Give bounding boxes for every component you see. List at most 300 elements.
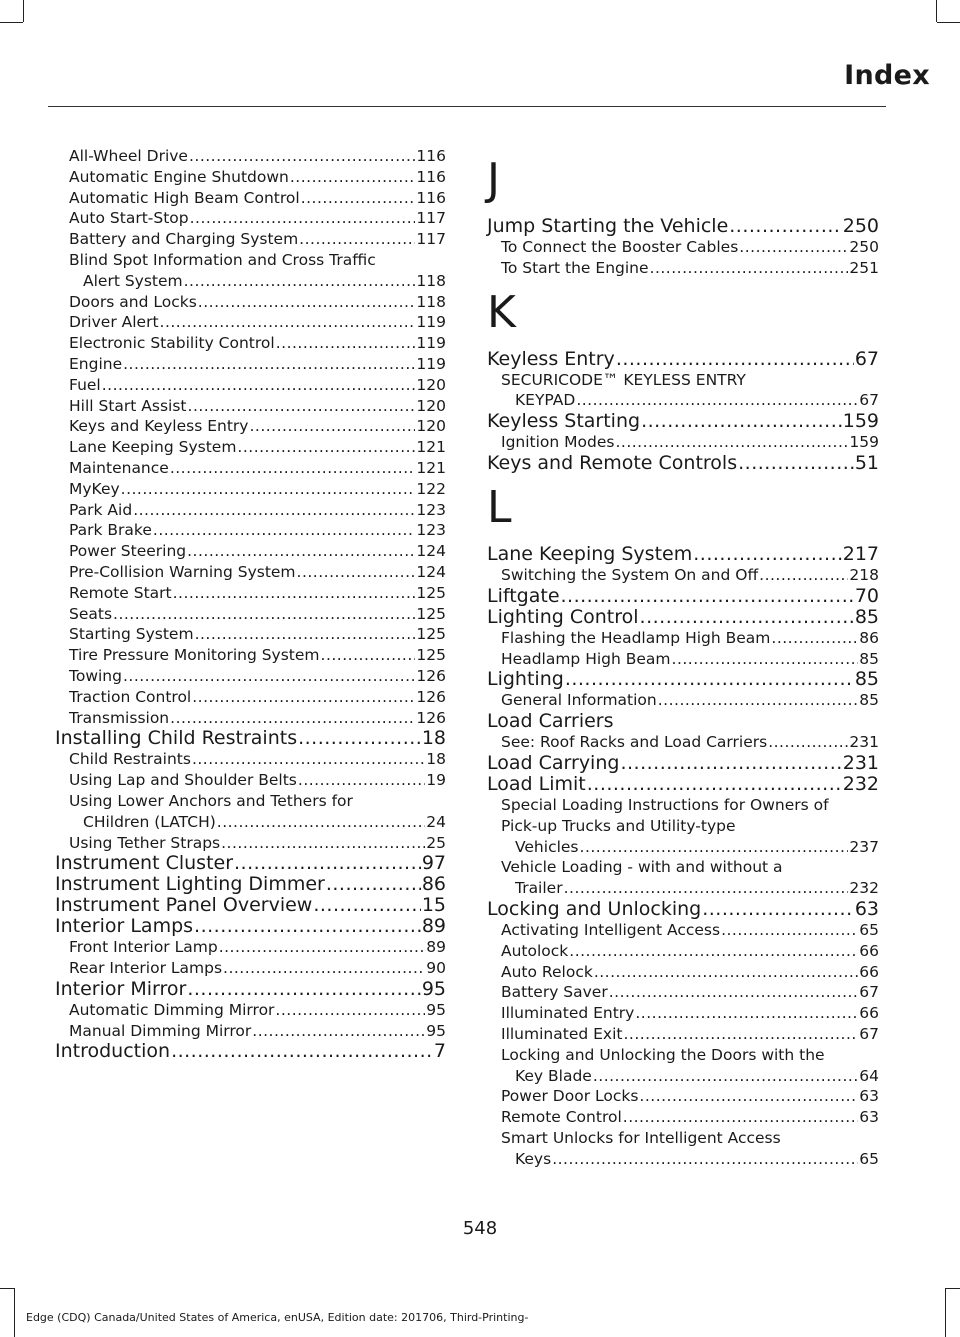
entry-page: 119 [416,354,446,373]
entry-label: KEYPAD [515,391,576,410]
dot-leader [593,1066,858,1087]
index-subentry [487,1003,879,1024]
index-section-letter: L [487,481,512,533]
dot-leader [552,1149,858,1170]
entry-label: Power Steering [69,542,187,561]
dot-leader [237,437,415,458]
entry-page: 120 [416,375,446,394]
dot-leader [561,586,854,607]
entry-page: 123 [416,500,446,519]
dot-leader [170,458,416,479]
dot-leader [219,937,426,958]
crop-mark [936,0,937,22]
dot-leader [234,853,421,874]
index-entry [487,453,879,474]
dot-leader [298,770,425,791]
index-entry [55,853,446,874]
index-column-right [487,146,879,1170]
index-entry [487,544,879,565]
entry-page: 159 [849,433,879,452]
index-subentry [55,583,446,604]
dot-leader [321,645,416,666]
index-subentry [55,354,446,375]
entry-page: 85 [854,605,879,628]
dot-leader [729,216,841,237]
entry-label: Vehicles [515,837,579,856]
dot-leader [298,728,421,749]
entry-label: Load Limit [487,772,586,795]
dot-leader [217,812,425,833]
entry-label: Key Blade [515,1066,592,1085]
dot-leader [290,167,416,188]
index-entry [55,874,446,895]
dot-leader [569,941,858,962]
dot-leader [771,628,858,649]
crop-mark [945,1288,960,1289]
entry-label: To Start the Engine [501,258,649,277]
entry-label: Lighting [487,668,564,691]
entry-label: Ignition Modes [501,433,615,452]
index-subentry [55,770,446,791]
entry-label: Seats [69,604,113,623]
entry-page: 118 [416,271,446,290]
entry-label: Electronic Stability Control [69,334,275,353]
entry-label: Illuminated Exit [501,1024,623,1043]
entry-page: 123 [416,521,446,540]
dot-leader [640,607,854,628]
entry-label: Tire Pressure Monitoring System [69,646,320,665]
entry-page: 63 [859,1087,879,1106]
dot-leader [768,732,848,753]
entry-page: 119 [416,313,446,332]
entry-page: 63 [859,1108,879,1127]
index-subentry-label: Special Loading Instructions for Owners of [501,795,829,814]
entry-page: 63 [854,897,879,920]
index-subentry [487,237,879,258]
entry-page: 66 [859,962,879,981]
dot-leader [639,1086,858,1107]
dot-leader [194,916,421,937]
dot-leader [615,432,848,453]
crop-mark [0,1288,14,1289]
entry-page: 231 [849,733,879,752]
dot-leader [102,375,416,396]
dot-leader [189,146,415,167]
crop-mark [23,0,24,22]
dot-leader [635,1003,858,1024]
entry-page: 251 [849,258,879,277]
footer-edition-text: Edge (CDQ) Canada/United States of America, enUSA, Edition date: 201706, Third-Printing- [26,1311,529,1324]
entry-label: Locking and Unlocking [487,897,702,920]
index-subentry [55,437,446,458]
dot-leader [620,753,841,774]
index-subentry [55,500,446,521]
dot-leader [297,562,416,583]
entry-page: 85 [859,649,879,668]
entry-label: Fuel [69,375,101,394]
entry-label: Alert System [83,271,183,290]
index-subentry [487,1066,879,1087]
dot-leader [623,1107,859,1128]
entry-label: Transmission [69,708,170,727]
index-subentry [487,565,879,586]
entry-page: 119 [416,334,446,353]
index-subentry [55,479,446,500]
entry-page: 85 [859,691,879,710]
index-subentry [55,375,446,396]
index-subentry [55,541,446,562]
index-entry [487,349,879,370]
index-subentry-label: Smart Unlocks for Intelligent Access [501,1128,781,1147]
index-entry [487,411,879,432]
entry-label: Using Lap and Shoulder Belts [69,771,297,790]
entry-label: Battery and Charging System [69,230,299,249]
entry-page: 97 [421,852,446,875]
index-subentry [55,292,446,313]
entry-label: Front Interior Lamp [69,938,218,957]
entry-page: 125 [416,646,446,665]
entry-label: Doors and Locks [69,292,197,311]
dot-leader [249,416,415,437]
entry-label: Autolock [501,941,569,960]
crop-mark [0,22,23,23]
entry-page: 217 [842,542,879,565]
dot-leader [609,982,859,1003]
entry-page: 67 [859,1024,879,1043]
index-entry [55,895,446,916]
entry-label: Instrument Panel Overview [55,894,313,917]
dot-leader [171,1041,433,1062]
entry-label: Park Brake [69,521,152,540]
entry-label: Keys and Keyless Entry [69,417,249,436]
index-entry [55,916,446,937]
dot-leader [123,354,415,375]
index-subentry-label: Vehicle Loading - with and without a [501,858,783,877]
entry-label: MyKey [69,479,120,498]
index-subentry [55,229,446,250]
index-subentry [487,258,879,279]
index-subentry [487,920,879,941]
index-subentry [55,812,446,833]
crop-mark [945,1288,946,1337]
index-subentry [487,1024,879,1045]
entry-label: Towing [69,666,122,685]
index-subentry [55,562,446,583]
entry-page: 89 [426,938,446,957]
entry-page: 95 [426,1000,446,1019]
entry-label: General Information [501,691,657,710]
dot-leader [173,583,416,604]
index-section-letter: K [487,286,516,338]
entry-label: Manual Dimming Mirror [69,1021,252,1040]
index-section-letter: J [487,154,500,205]
entry-page: 86 [421,873,446,896]
index-subentry [487,628,879,649]
entry-page: 85 [854,668,879,691]
entry-label: Keys and Remote Controls [487,451,738,474]
index-subentry [55,708,446,729]
dot-leader [641,411,842,432]
entry-label: Installing Child Restraints [55,727,298,750]
entry-label: Interior Lamps [55,915,194,938]
dot-leader [153,520,416,541]
index-subentry [55,188,446,209]
index-subentry [55,312,446,333]
dot-leader [672,649,859,670]
dot-leader [275,1000,425,1021]
entry-page: 237 [849,837,879,856]
entry-label: Instrument Cluster [55,852,234,875]
crop-mark [14,1288,15,1337]
index-entry [55,728,446,749]
entry-label: Instrument Lighting Dimmer [55,873,325,896]
entry-page: 232 [849,879,879,898]
index-subentry [55,333,446,354]
entry-label: Interior Mirror [55,977,187,1000]
index-entry [487,586,879,607]
index-subentry [55,749,446,770]
entry-page: 125 [416,604,446,623]
entry-page: 90 [426,959,446,978]
dot-leader [739,237,848,258]
entry-page: 70 [854,584,879,607]
entry-label: See: Roof Racks and Load Carriers [501,733,768,752]
index-subentry [487,837,879,858]
entry-label: Keyless Starting [487,410,641,433]
entry-label: Lighting Control [487,605,639,628]
entry-label: Lane Keeping System [69,438,237,457]
dot-leader [587,774,842,795]
index-subentry [487,1149,879,1170]
entry-label: Illuminated Entry [501,1004,635,1023]
index-entry-heading: Load Carriers [487,710,614,733]
dot-leader [160,312,416,333]
index-subentry [55,520,446,541]
entry-page: 51 [854,451,879,474]
index-entry [487,774,879,795]
entry-label: Auto Start-Stop [69,209,189,228]
entry-label: Using Tether Straps [69,833,221,852]
entry-page: 117 [416,209,446,228]
entry-page: 125 [416,625,446,644]
entry-label: Remote Control [501,1108,622,1127]
index-subentry-continuation: Pick-up Trucks and Utility-type [501,816,736,835]
entry-label: Hill Start Assist [69,396,187,415]
dot-leader [721,920,858,941]
index-subentry [487,1107,879,1128]
entry-label: Pre-Collision Warning System [69,562,296,581]
index-subentry [55,958,446,979]
entry-page: 118 [416,292,446,311]
dot-leader [580,837,849,858]
page-title: Index [844,60,930,91]
index-subentry [487,690,879,711]
entry-page: 95 [421,977,446,1000]
index-subentry [487,432,879,453]
entry-page: 116 [416,147,446,165]
index-subentry [55,271,446,292]
entry-page: 124 [416,562,446,581]
entry-page: 231 [842,751,879,774]
dot-leader [759,565,848,586]
index-subentry-label: Blind Spot Information and Cross Traffic [69,250,376,269]
page-number: 548 [462,1218,498,1239]
dot-leader [121,479,416,500]
index-subentry-label: SECURICODE™ KEYLESS ENTRY [501,370,746,389]
entry-page: 66 [859,941,879,960]
entry-page: 232 [842,772,879,795]
dot-leader [564,878,849,899]
dot-leader [192,749,425,770]
entry-page: 64 [859,1066,879,1085]
entry-page: 86 [859,628,879,647]
entry-page: 24 [426,812,446,831]
dot-leader [276,333,416,354]
entry-page: 19 [426,771,446,790]
index-subentry [55,666,446,687]
entry-page: 159 [842,410,879,433]
index-subentry [55,687,446,708]
entry-label: Auto Relock [501,962,593,981]
entry-label: Traction Control [69,687,192,706]
entry-label: Child Restraints [69,750,191,769]
entry-label: Remote Start [69,583,172,602]
entry-label: Maintenance [69,458,169,477]
dot-leader [594,962,858,983]
index-subentry [55,167,446,188]
entry-label: Park Aid [69,500,133,519]
index-subentry [487,962,879,983]
entry-page: 124 [416,542,446,561]
dot-leader [693,544,842,565]
entry-page: 65 [859,1149,879,1168]
index-entry [487,607,879,628]
entry-page: 121 [416,458,446,477]
dot-leader [188,396,416,417]
entry-label: Automatic Dimming Mirror [69,1000,275,1019]
entry-label: Load Carrying [487,751,620,774]
entry-label: Flashing the Headlamp High Beam [501,628,771,647]
entry-page: 66 [859,1004,879,1023]
entry-label: Automatic High Beam Control [69,188,300,207]
entry-page: 89 [421,915,446,938]
dot-leader [658,690,859,711]
entry-page: 25 [426,833,446,852]
index-subentry [487,941,879,962]
dot-leader [187,979,420,1000]
entry-label: Power Door Locks [501,1087,639,1106]
entry-label: Driver Alert [69,313,159,332]
entry-page: 126 [416,708,446,727]
index-entry [487,899,879,920]
dot-leader [123,666,415,687]
entry-label: Activating Intelligent Access [501,920,721,939]
entry-label: Introduction [55,1040,171,1063]
dot-leader [252,1021,425,1042]
index-subentry [487,982,879,1003]
dot-leader [223,958,425,979]
dot-leader [184,271,416,292]
dot-leader [170,708,415,729]
entry-page: 122 [416,479,446,498]
entry-label: Keyless Entry [487,347,615,370]
entry-page: 67 [859,983,879,1002]
index-entry [487,753,879,774]
dot-leader [198,292,416,313]
index-subentry [55,458,446,479]
entry-page: 67 [859,391,879,410]
entry-page: 120 [416,417,446,436]
dot-leader [195,624,416,645]
index-subentry [487,732,879,753]
index-subentry [55,1021,446,1042]
index-subentry-label: Locking and Unlocking the Doors with the [501,1045,825,1064]
dot-leader [565,669,854,690]
dot-leader [616,349,854,370]
entry-page: 126 [416,687,446,706]
index-entry [487,669,879,690]
dot-leader [113,604,415,625]
entry-page: 250 [842,215,879,237]
entry-label: Battery Saver [501,983,608,1002]
title-divider [48,106,886,107]
entry-label: Jump Starting the Vehicle [487,215,729,237]
entry-label: To Connect the Booster Cables [501,238,739,256]
dot-leader [299,229,415,250]
index-subentry [55,396,446,417]
entry-page: 218 [849,565,879,584]
entry-page: 116 [416,167,446,186]
entry-label: Liftgate [487,584,560,607]
index-subentry [55,645,446,666]
dot-leader [221,833,425,854]
entry-page: 117 [416,230,446,249]
entry-page: 250 [849,238,879,256]
entry-page: 67 [854,347,879,370]
entry-page: 121 [416,438,446,457]
dot-leader [301,188,416,209]
index-subentry [487,1086,879,1107]
index-subentry [55,1000,446,1021]
entry-page: 125 [416,583,446,602]
entry-label: CHildren (LATCH) [83,812,216,831]
entry-label: All-Wheel Drive [69,147,188,165]
entry-label: Engine [69,354,123,373]
entry-page: 18 [421,727,446,750]
entry-label: Rear Interior Lamps [69,959,223,978]
index-entry [487,216,879,237]
dot-leader [187,541,415,562]
index-subentry [487,649,879,670]
entry-page: 65 [859,920,879,939]
dot-leader [702,899,854,920]
entry-page: 7 [433,1040,446,1063]
dot-leader [576,390,858,411]
index-subentry [55,937,446,958]
dot-leader [313,895,420,916]
index-column-left [55,146,446,1062]
entry-page: 18 [426,750,446,769]
entry-label: Starting System [69,625,194,644]
dot-leader [738,453,854,474]
entry-page: 120 [416,396,446,415]
crop-mark [937,22,960,23]
index-subentry [487,878,879,899]
entry-page: 126 [416,666,446,685]
index-subentry [487,390,879,411]
index-subentry [55,146,446,167]
entry-label: Trailer [515,879,563,898]
